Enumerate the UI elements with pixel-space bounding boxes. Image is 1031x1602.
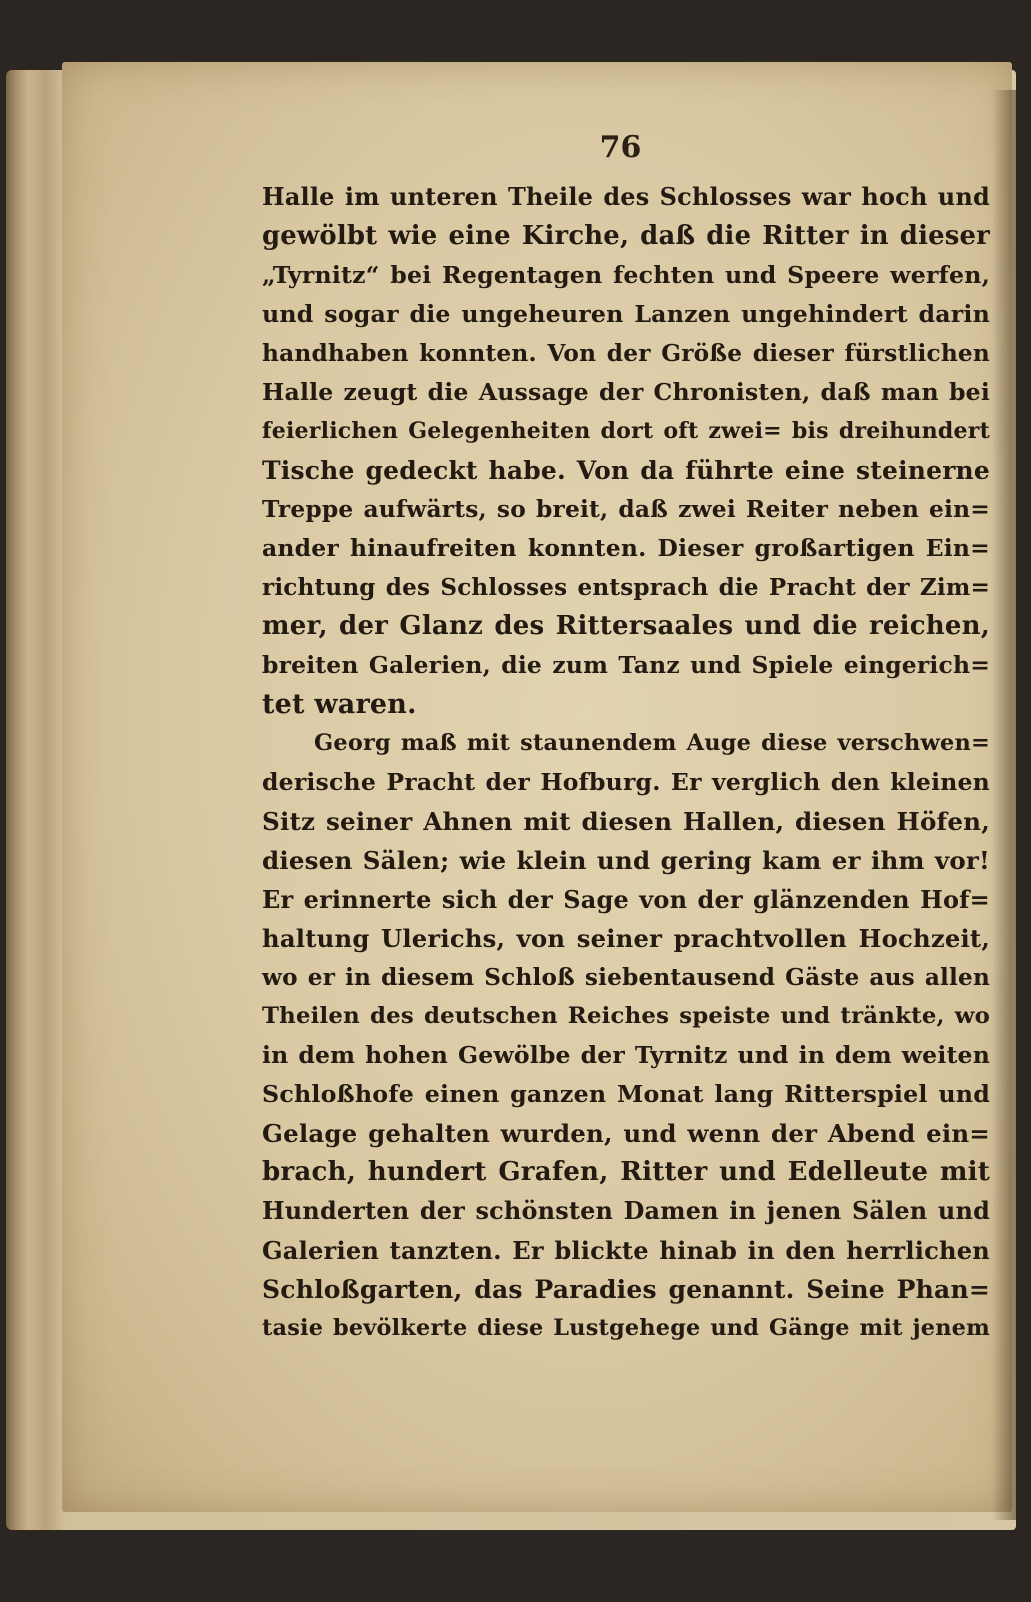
text-line: haltung Ulerichs, von seiner prachtvollen Hochzeit, [262,924,990,953]
text-line: Georg maß mit staunendem Auge diese verschwen= [314,730,990,756]
text-line: brach, hundert Grafen, Ritter und Edelleute mit [262,1157,990,1187]
text-line: Galerien tanzten. Er blickte hinab in den herrlichen [262,1236,990,1265]
text-line: wo er in diesem Schloß siebentausend Gäste aus allen [262,964,990,991]
text-line: Schloßhofe einen ganzen Monat lang Ritterspiel und [262,1080,990,1108]
text-line: in dem hohen Gewölbe der Tyrnitz und in dem weiten [262,1041,990,1069]
text-line: feierlichen Gelegenheiten dort oft zwei= bis dreihundert [262,418,990,444]
text-line: Schloßgarten, das Paradies genannt. Seine Phan= [262,1275,990,1304]
text-line: gewölbt wie eine Kirche, daß die Ritter in dieser [262,221,990,251]
body-text [262,178,990,1348]
text-line: Sitz seiner Ahnen mit diesen Hallen, diesen Höfen, [262,807,990,836]
text-line: Tische gedeckt habe. Von da führte eine steinerne [262,456,990,485]
text-line: mer, der Glanz des Rittersaales und die reichen, [262,611,990,641]
text-line: breiten Galerien, die zum Tanz und Spiele eingerich= [262,651,990,679]
text-line: tasie bevölkerte diese Lustgehege und Gänge mit jenem [262,1315,990,1341]
text-line: handhaben konnten. Von der Größe dieser fürstlichen [262,340,990,367]
text-line: richtung des Schlosses entsprach die Pracht der Zim= [262,574,990,601]
text-line: ander hinaufreiten konnten. Dieser großartigen Ein= [262,534,990,562]
text-line: Er erinnerte sich der Sage von der glänzenden Hof= [262,885,990,914]
text-line: Treppe aufwärts, so breit, daß zwei Reiter neben ein= [262,495,990,523]
text-line: Hunderten der schönsten Damen in jenen Sälen und [262,1197,990,1225]
text-line: Theilen des deutschen Reiches speiste und tränkte, wo [262,1003,990,1029]
page-number: 76 [599,130,642,165]
text-line: derische Pracht der Hofburg. Er verglich den kleinen [262,768,990,796]
text-line: diesen Sälen; wie klein und gering kam er ihm vor! [262,846,990,875]
text-line: Halle im unteren Theile des Schlosses war hoch und [262,183,990,211]
page-shadow [992,90,1016,1520]
text-line: „Tyrnitz“ bei Regentagen fechten und Speere werfen, [262,261,990,289]
text-line: Halle zeugt die Aussage der Chronisten, daß man bei [262,378,990,406]
text-line: Gelage gehalten wurden, und wenn der Abend ein= [262,1119,990,1148]
text-line: tet waren. [262,689,417,720]
text-line: und sogar die ungeheuren Lanzen ungehindert darin [262,300,990,328]
